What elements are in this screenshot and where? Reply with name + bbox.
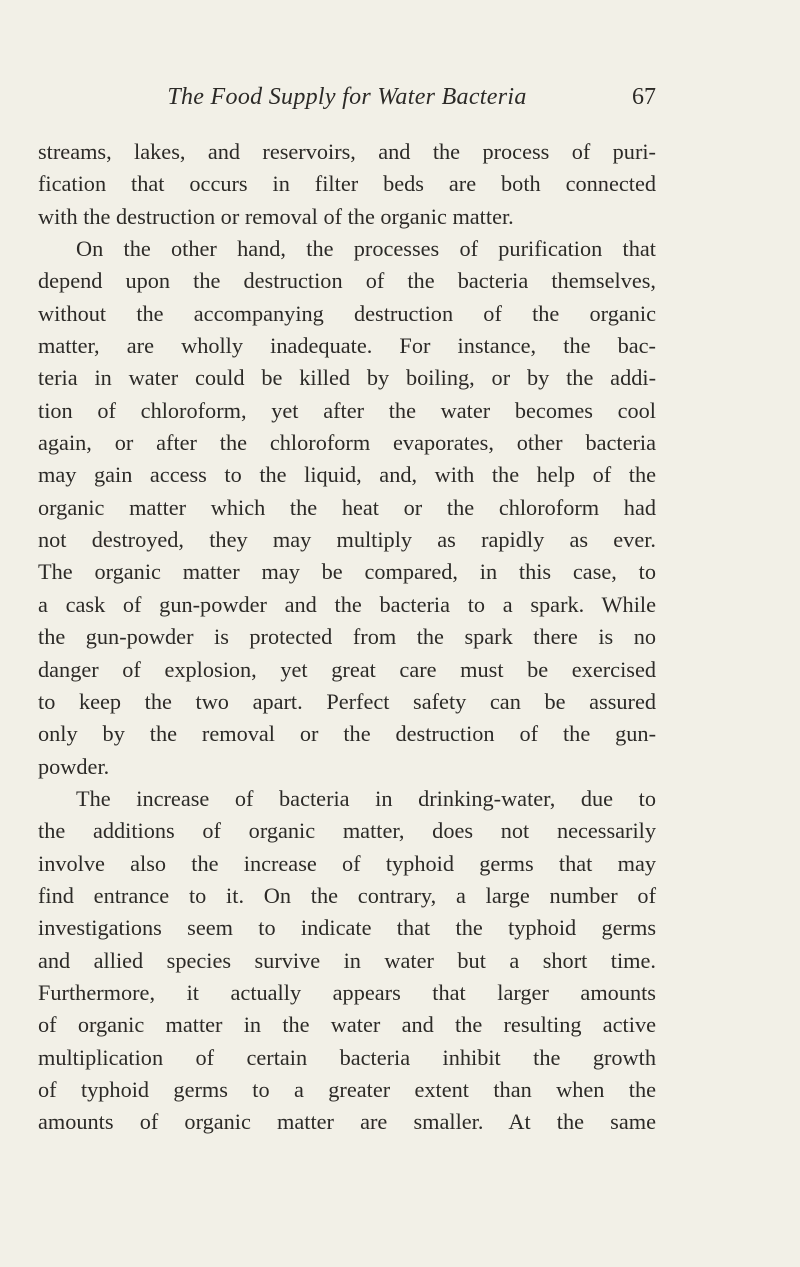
text-line: The increase of bacteria in drinking-water, due to — [76, 785, 656, 811]
text-line: teria in water could be killed by boiling, or by the addi- — [38, 365, 656, 391]
text-line: the gun-powder is protected from the spark there is no — [38, 624, 656, 650]
text-line: streams, lakes, and reservoirs, and the process of puri- — [38, 139, 656, 164]
body-text — [38, 136, 656, 1139]
text-line: not destroyed, they may multiply as rapidly as ever. — [38, 527, 656, 553]
text-line: investigations seem to indicate that the typhoid germs — [38, 915, 656, 941]
text-line: and allied species survive in water but a short time. — [38, 947, 656, 973]
text-line: only by the removal or the destruction of the gun- — [38, 721, 656, 747]
text-line: involve also the increase of typhoid germs that may — [38, 850, 656, 876]
text-line: may gain access to the liquid, and, with the help of the — [38, 462, 656, 488]
text-line: Furthermore, it actually appears that larger amounts — [38, 979, 656, 1005]
text-line: find entrance to it. On the contrary, a large number of — [38, 882, 656, 908]
text-line: again, or after the chloroform evaporates, other bacteria — [38, 430, 656, 456]
text-line: without the accompanying destruction of the organic — [38, 300, 656, 326]
text-line: danger of explosion, yet great care must be exercised — [38, 656, 656, 682]
running-head — [38, 80, 656, 114]
text-line: powder. — [38, 753, 110, 779]
text-line: fication that occurs in filter beds are both connected — [38, 171, 656, 197]
text-line: of organic matter in the water and the resulting active — [38, 1012, 656, 1038]
text-line: tion of chloroform, yet after the water becomes cool — [38, 397, 656, 423]
text-line: organic matter which the heat or the chloroform had — [38, 494, 656, 520]
text-line: of typhoid germs to a greater extent than when the — [38, 1076, 656, 1102]
text-line: multiplication of certain bacteria inhibit the growth — [38, 1044, 656, 1070]
running-title: The Food Supply for Water Bacteria — [167, 84, 527, 110]
text-line: The organic matter may be compared, in this case, to — [38, 559, 656, 585]
text-line: with the destruction or removal of the organic matter. — [38, 203, 514, 229]
text-line: matter, are wholly inadequate. For instance, the bac- — [38, 333, 656, 359]
text-line: a cask of gun-powder and the bacteria to a spark. While — [38, 591, 656, 617]
page-number: 67 — [632, 84, 656, 110]
text-line: depend upon the destruction of the bacteria themselves, — [38, 268, 656, 294]
text-line: On the other hand, the processes of purification that — [76, 236, 656, 262]
text-line: to keep the two apart. Perfect safety can be assured — [38, 688, 656, 714]
text-line: amounts of organic matter are smaller. At the same — [38, 1109, 656, 1135]
text-line: the additions of organic matter, does not necessarily — [38, 818, 656, 844]
